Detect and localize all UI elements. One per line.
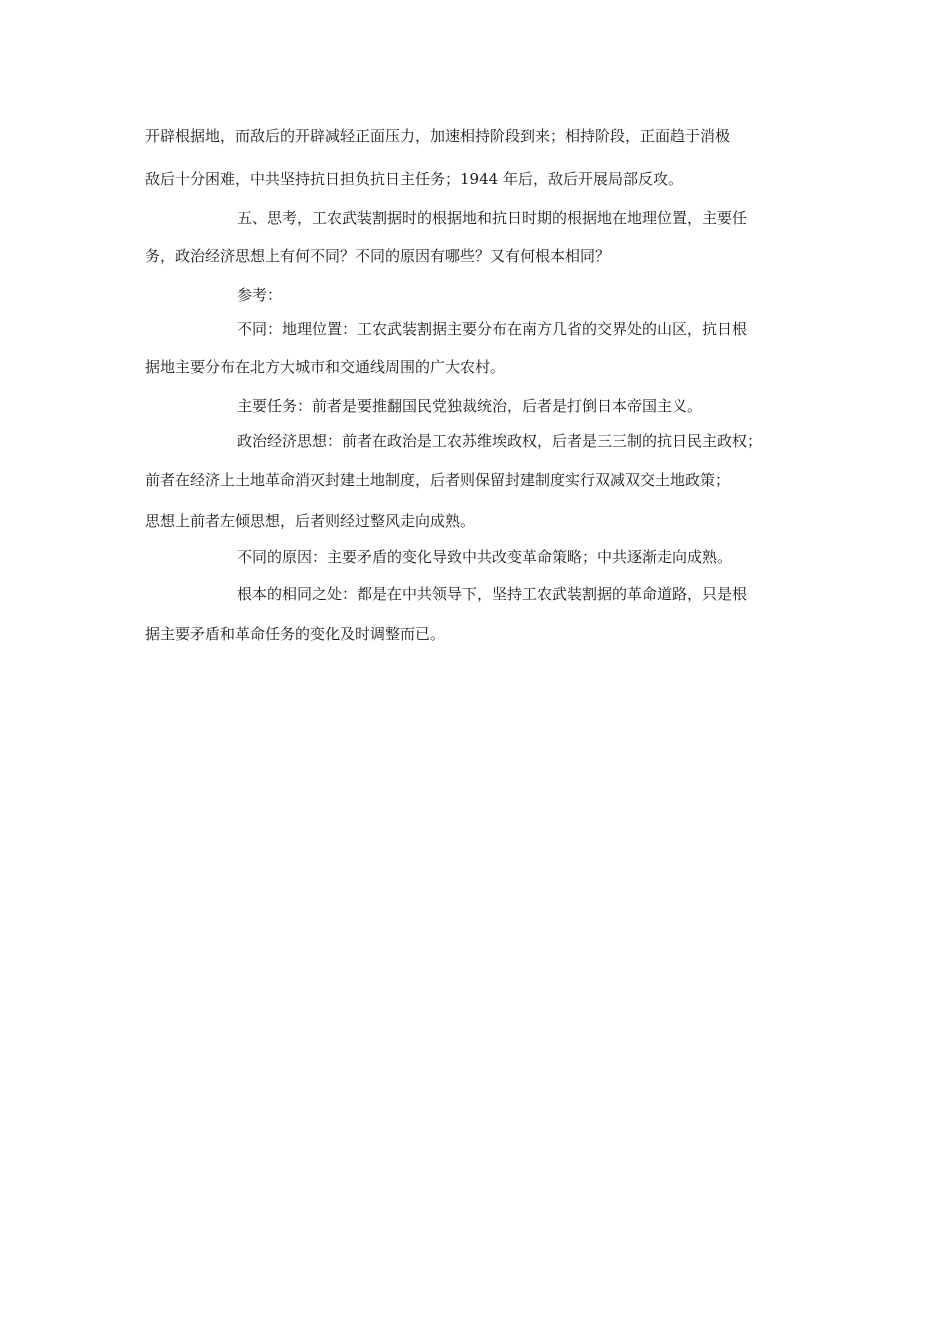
paragraph-line: 不同的原因：主要矛盾的变化导致中共改变革命策略；中共逐渐走向成熟。 [237,548,733,566]
paragraph-line: 根本的相同之处：都是在中共领导下，坚持工农武装割据的革命道路，只是根 [237,585,748,603]
paragraph-line: 政治经济思想：前者在政治是工农苏维埃政权，后者是三三制的抗日民主政权； [237,432,763,450]
paragraph-line: 敌后十分困难，中共坚持抗日担负抗日主任务；1944 年后，敌后开展局部反攻。 [145,170,683,188]
paragraph-line: 主要任务：前者是要推翻国民党独裁统治，后者是打倒日本帝国主义。 [237,397,703,415]
question-heading-line: 务，政治经济思想上有何不同？不同的原因有哪些？又有何根本相同？ [145,247,611,265]
paragraph-line: 据地主要分布在北方大城市和交通线周围的广大农村。 [145,358,506,376]
reference-label: 参考： [237,286,283,304]
paragraph-line: 不同：地理位置：工农武装割据主要分布在南方几省的交界处的山区，抗日根 [237,320,748,338]
paragraph-line: 开辟根据地，而敌后的开辟减轻正面压力，加速相持阶段到来；相持阶段，正面趋于消极 [145,127,731,145]
paragraph-line: 据主要矛盾和革命任务的变化及时调整而已。 [145,625,446,643]
paragraph-line: 前者在经济上土地革命消灭封建土地制度，后者则保留封建制度实行双减双交土地政策； [145,471,731,489]
paragraph-line: 思想上前者左倾思想，后者则经过整风走向成熟。 [145,512,476,530]
question-heading-line: 五、思考，工农武装割据时的根据地和抗日时期的根据地在地理位置，主要任 [237,209,748,227]
